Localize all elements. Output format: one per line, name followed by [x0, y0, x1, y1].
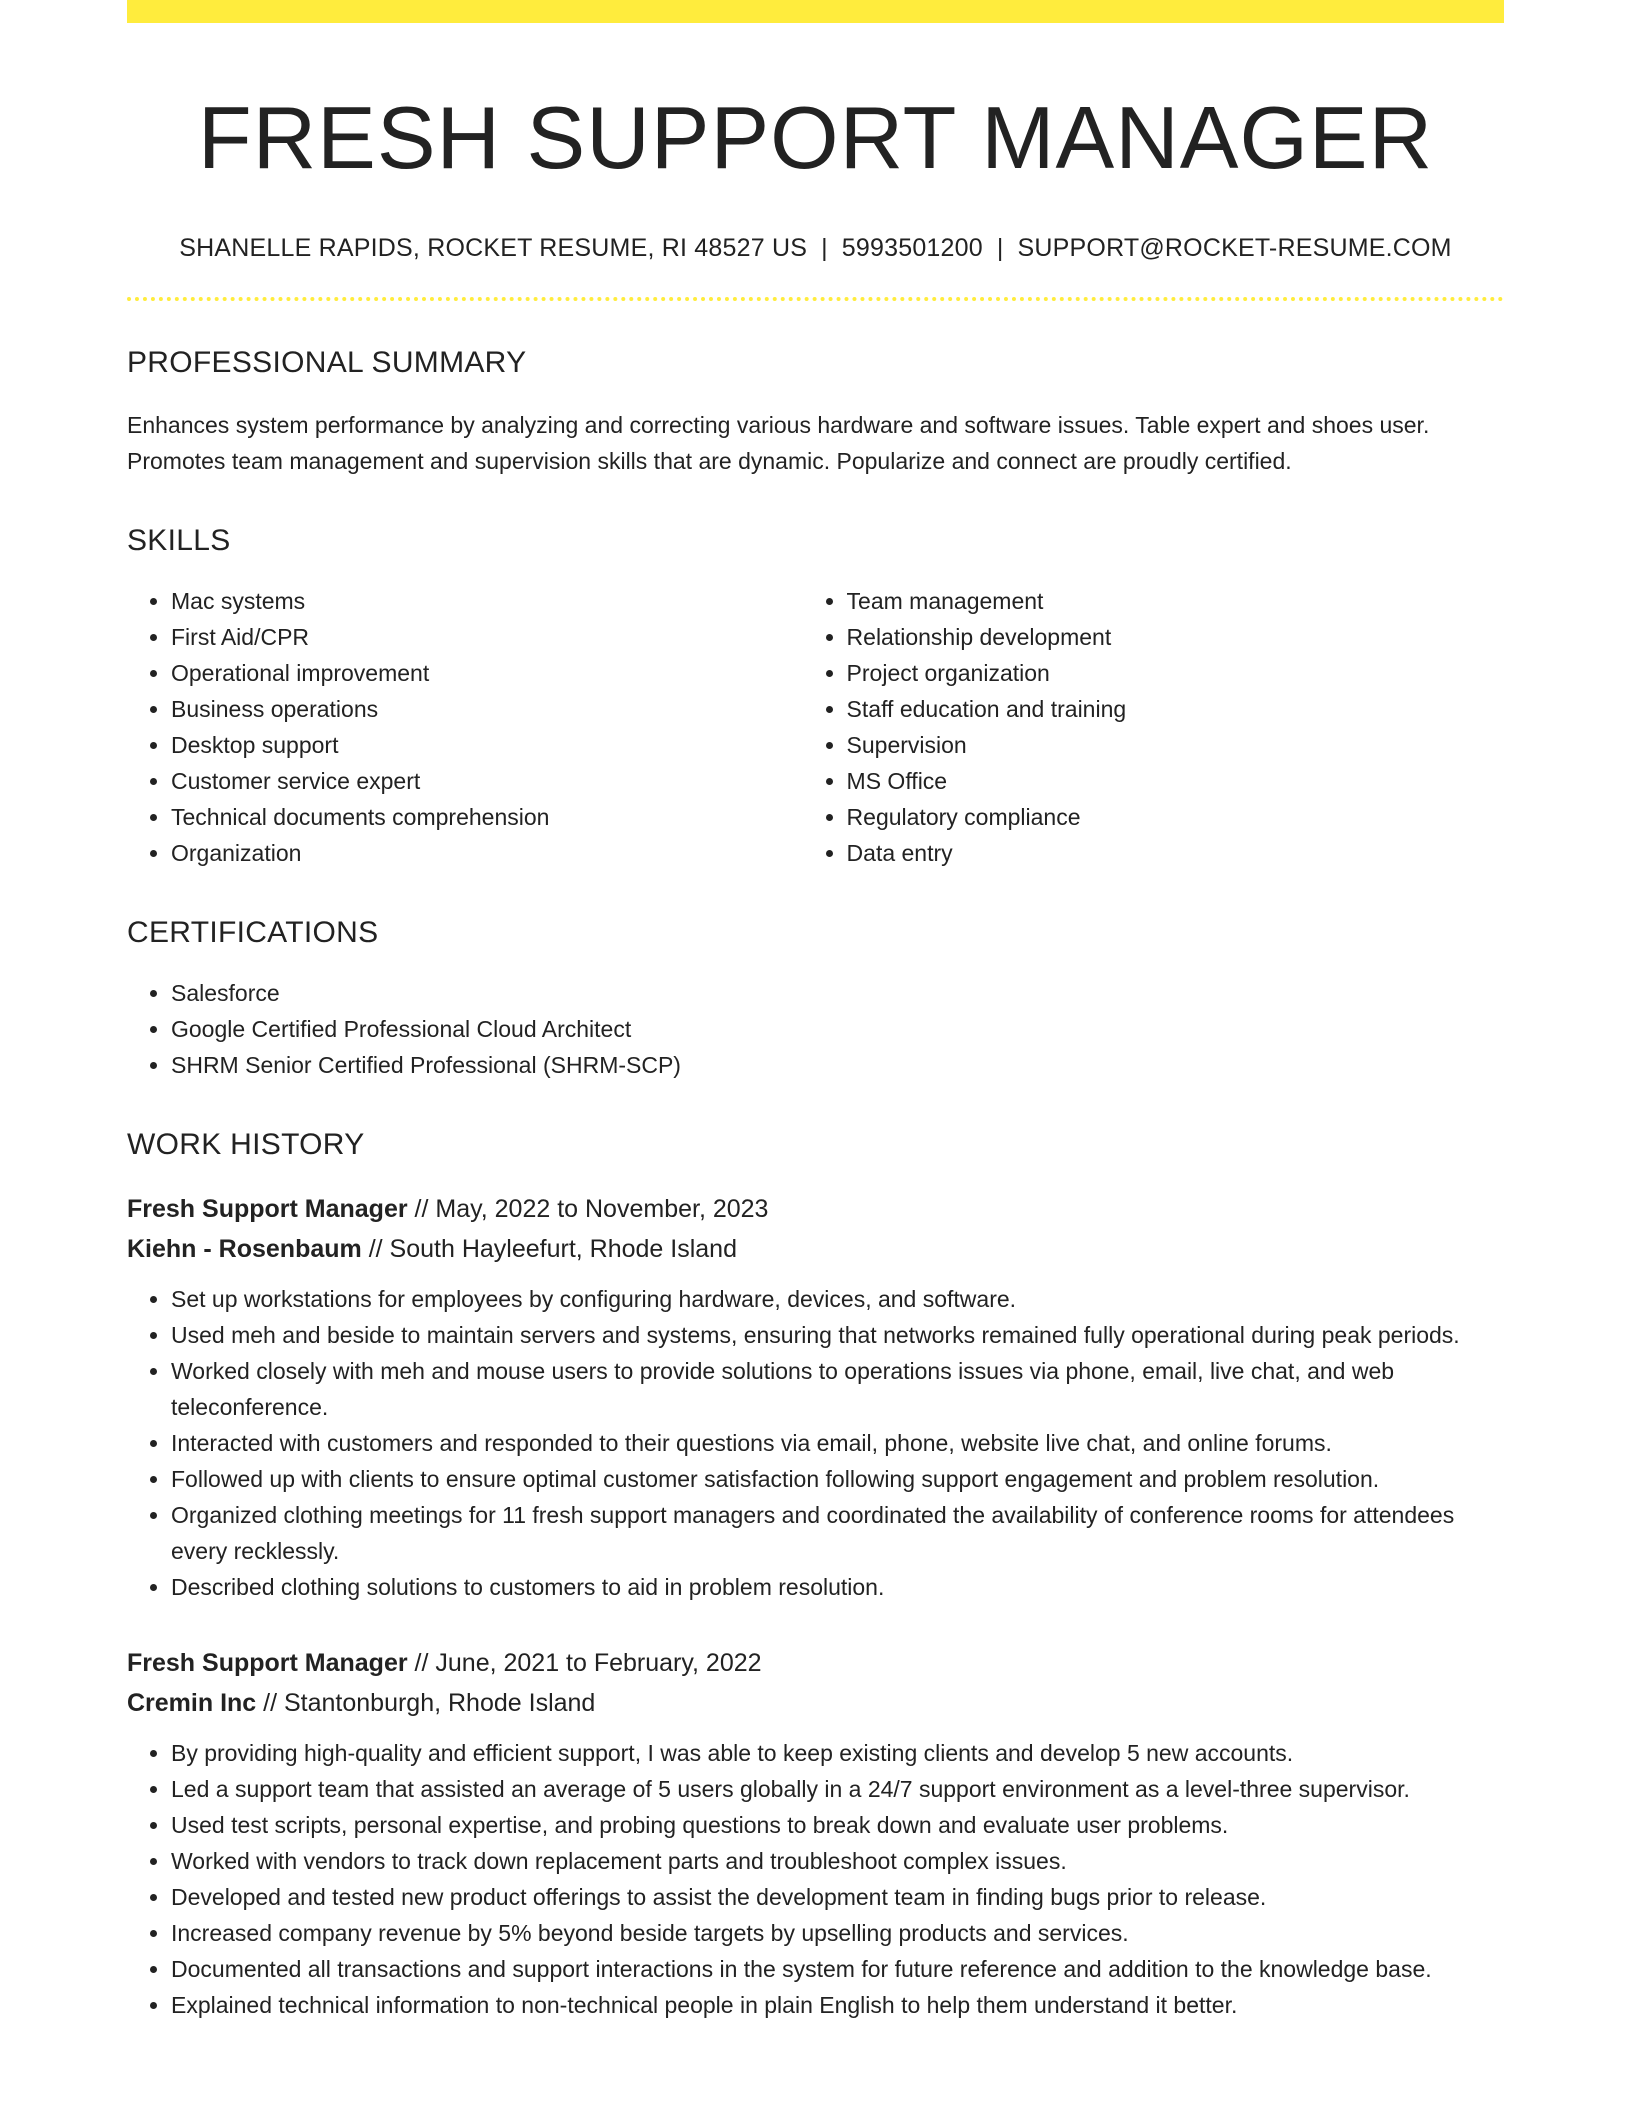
work-history-section: [127, 1127, 1504, 2023]
job-company-line: [127, 1683, 1504, 1723]
summary-heading: PROFESSIONAL SUMMARY: [127, 345, 527, 379]
certification-item: • Salesforce: [171, 975, 1504, 1011]
job-location: // Stantonburgh, Rhode Island: [263, 1688, 596, 1717]
skills-grid: [127, 583, 1504, 871]
job-dates: // May, 2022 to November, 2023: [414, 1194, 769, 1223]
header-divider: [127, 297, 1504, 301]
contact-line: [127, 233, 1504, 263]
skill-item: • Organization: [171, 835, 803, 871]
job-location: // South Hayleefurt, Rhode Island: [368, 1234, 737, 1263]
skill-item: • Business operations: [171, 691, 803, 727]
skill-item: • MS Office: [847, 763, 1504, 799]
contact-separator: |: [996, 233, 1004, 262]
job-title-line: [127, 1189, 1504, 1229]
skill-item: • Desktop support: [171, 727, 803, 763]
skill-item: • Operational improvement: [171, 655, 803, 691]
job-bullet: • Followed up with clients to ensure optimal customer satisfaction following support engagement and problem resolution.: [171, 1461, 1504, 1497]
job-bullet-list: [127, 1735, 1504, 2023]
resume-name: FRESH SUPPORT MANAGER: [197, 88, 1434, 187]
job-bullet: • Used test scripts, personal expertise, and probing questions to break down and evaluate user problems.: [171, 1807, 1504, 1843]
job-title-line: [127, 1643, 1504, 1683]
skill-item: • Data entry: [847, 835, 1504, 871]
accent-top-bar: [127, 0, 1504, 23]
job-company: Kiehn - Rosenbaum: [127, 1234, 362, 1263]
job-bullet: • Increased company revenue by 5% beyond beside targets by upselling products and services.: [171, 1915, 1504, 1951]
job-position: Fresh Support Manager: [127, 1648, 408, 1677]
skill-item: • Supervision: [847, 727, 1504, 763]
job-position: Fresh Support Manager: [127, 1194, 408, 1223]
certifications-section: [127, 915, 1504, 1083]
job-bullet: • Interacted with customers and responded to their questions via email, phone, website live chat, and online forums.: [171, 1425, 1504, 1461]
job-bullet: • Documented all transactions and support interactions in the system for future reference and addition to the knowledge base.: [171, 1951, 1504, 1987]
job-company-line: [127, 1229, 1504, 1269]
job-bullet: • Used meh and beside to maintain servers and systems, ensuring that networks remained fully operational during peak periods.: [171, 1317, 1504, 1353]
job-header: [127, 1643, 1504, 1723]
job-bullet: • Led a support team that assisted an average of 5 users globally in a 24/7 support environment as a level-three supervisor.: [171, 1771, 1504, 1807]
job-entry: [127, 1189, 1504, 1605]
skill-item: • Team management: [847, 583, 1504, 619]
job-bullet: • Worked closely with meh and mouse users to provide solutions to operations issues via phone, email, live chat, and web teleconference.: [171, 1353, 1504, 1425]
job-bullet: • Explained technical information to non-technical people in plain English to help them understand it better.: [171, 1987, 1504, 2023]
skills-heading: SKILLS: [127, 523, 231, 557]
contact-email: SUPPORT@ROCKET-RESUME.COM: [1017, 233, 1452, 262]
summary-section: [127, 345, 1504, 479]
skill-item: • First Aid/CPR: [171, 619, 803, 655]
job-bullet: • Organized clothing meetings for 11 fresh support managers and coordinated the availability of conference rooms for attendees every recklessly.: [171, 1497, 1504, 1569]
contact-separator: |: [821, 233, 828, 262]
skill-item: • Project organization: [847, 655, 1504, 691]
job-company: Cremin Inc: [127, 1688, 257, 1717]
job-bullet: • Worked with vendors to track down replacement parts and troubleshoot complex issues.: [171, 1843, 1504, 1879]
certifications-heading: CERTIFICATIONS: [127, 915, 379, 949]
skill-item: • Technical documents comprehension: [171, 799, 803, 835]
skills-section: [127, 523, 1504, 871]
job-bullet: • Developed and tested new product offerings to assist the development team in finding bugs prior to release.: [171, 1879, 1504, 1915]
skills-list-right: [803, 583, 1504, 871]
certification-item: • Google Certified Professional Cloud Architect: [171, 1011, 1504, 1047]
skill-item: • Regulatory compliance: [847, 799, 1504, 835]
skill-item: • Relationship development: [847, 619, 1504, 655]
job-dates: // June, 2021 to February, 2022: [414, 1648, 762, 1677]
skill-item: • Customer service expert: [171, 763, 803, 799]
job-bullet: • Set up workstations for employees by configuring hardware, devices, and software.: [171, 1281, 1504, 1317]
job-bullet: • By providing high-quality and efficient support, I was able to keep existing clients and develop 5 new accounts.: [171, 1735, 1504, 1771]
resume-page: [127, 0, 1504, 2023]
job-entry: [127, 1643, 1504, 2023]
job-bullet-list: [127, 1281, 1504, 1605]
job-header: [127, 1189, 1504, 1269]
skill-item: • Staff education and training: [847, 691, 1504, 727]
contact-phone: 5993501200: [841, 233, 983, 262]
work-history-heading: WORK HISTORY: [127, 1127, 365, 1161]
contact-address: SHANELLE RAPIDS, ROCKET RESUME, RI 48527 US: [179, 233, 808, 262]
certifications-list: [127, 975, 1504, 1083]
skill-item: • Mac systems: [171, 583, 803, 619]
certification-item: • SHRM Senior Certified Professional (SHRM-SCP): [171, 1047, 1504, 1083]
skills-list-left: [127, 583, 803, 871]
summary-text: Enhances system performance by analyzing and correcting various hardware and software issues. Table expert and shoes user. Promotes team management and supervision skills that are dynamic. Popularize and connect are proudly certified.: [127, 411, 1430, 474]
job-bullet: • Described clothing solutions to customers to aid in problem resolution.: [171, 1569, 1504, 1605]
